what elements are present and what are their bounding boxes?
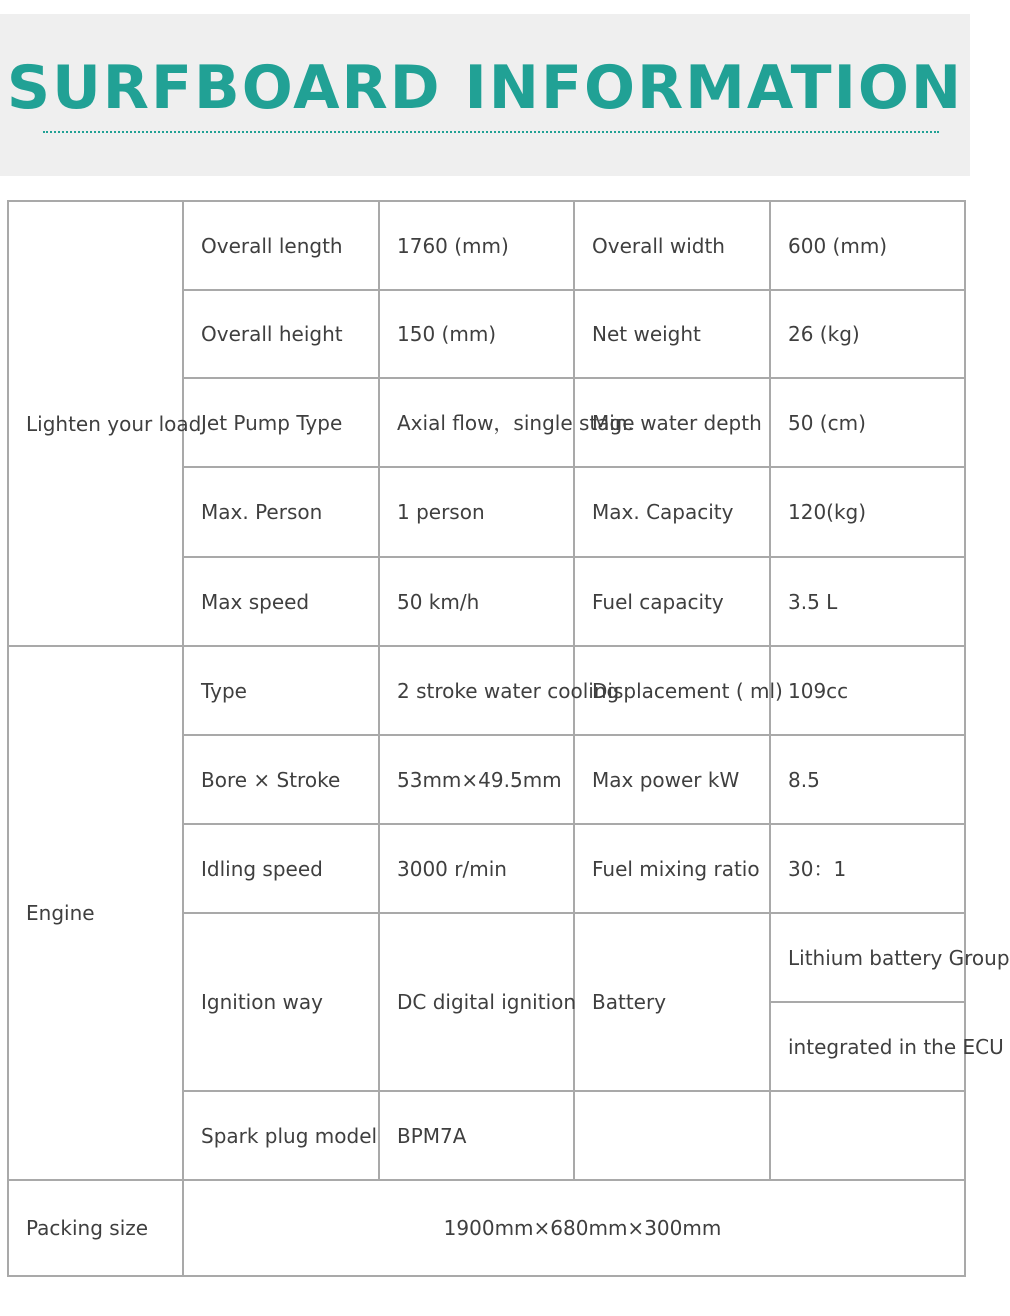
spec-value: 2 stroke water cooling [379,646,574,735]
spec-key: Jet Pump Type [183,378,379,467]
spec-key: Min. water depth [574,378,770,467]
spec-value: 26 (kg) [770,290,965,378]
spec-value: 120(kg) [770,467,965,557]
spec-key: Battery [574,913,770,1091]
spec-value: BPM7A [379,1091,574,1180]
spec-value: Lithium battery Group [770,913,965,1002]
spec-table [7,200,1010,1277]
spec-key: Net weight [574,290,770,378]
spec-value: 50 km/h [379,557,574,646]
empty-cell [574,1091,770,1180]
section-label-engine: Engine [8,646,183,1180]
spec-value: 150 (mm) [379,290,574,378]
spec-key: Fuel capacity [574,557,770,646]
spec-value: 109cc [770,646,965,735]
spec-value: 1760 (mm) [379,201,574,290]
empty-cell [770,1091,965,1180]
spec-key: Overall height [183,290,379,378]
spec-value: DC digital ignition [379,913,574,1091]
spec-key: Max. Person [183,467,379,557]
spec-key: Overall width [574,201,770,290]
spec-key: Fuel mixing ratio [574,824,770,913]
table-row [8,1180,965,1276]
spec-key: Idling speed [183,824,379,913]
section-label-lighten: Lighten your load [8,201,183,646]
spec-value: 600 (mm) [770,201,965,290]
table-row [8,201,965,290]
spec-value: 1 person [379,467,574,557]
spec-key: Displacement ( ml) [574,646,770,735]
dotted-divider [43,131,939,133]
spec-key: Max. Capacity [574,467,770,557]
spec-value: 3.5 L [770,557,965,646]
spec-key: Type [183,646,379,735]
spec-key: Spark plug model [183,1091,379,1180]
table-row [8,646,965,735]
spec-value: 8.5 [770,735,965,824]
section-label-packing: Packing size [8,1180,183,1276]
page-title: SURFBOARD INFORMATION [6,53,964,123]
spec-value: 50 (cm) [770,378,965,467]
spec-key: Overall length [183,201,379,290]
spec-key: Ignition way [183,913,379,1091]
spec-value: Axial flow，single stage [379,378,574,467]
spec-value: 30：1 [770,824,965,913]
spec-value: 53mm×49.5mm [379,735,574,824]
spec-value: integrated in the ECU [770,1002,965,1091]
spec-key: Bore × Stroke [183,735,379,824]
spec-key: Max speed [183,557,379,646]
spec-value: 3000 r/min [379,824,574,913]
spec-key: Max power kW [574,735,770,824]
packing-size-value: 1900mm×680mm×300mm [183,1180,965,1276]
